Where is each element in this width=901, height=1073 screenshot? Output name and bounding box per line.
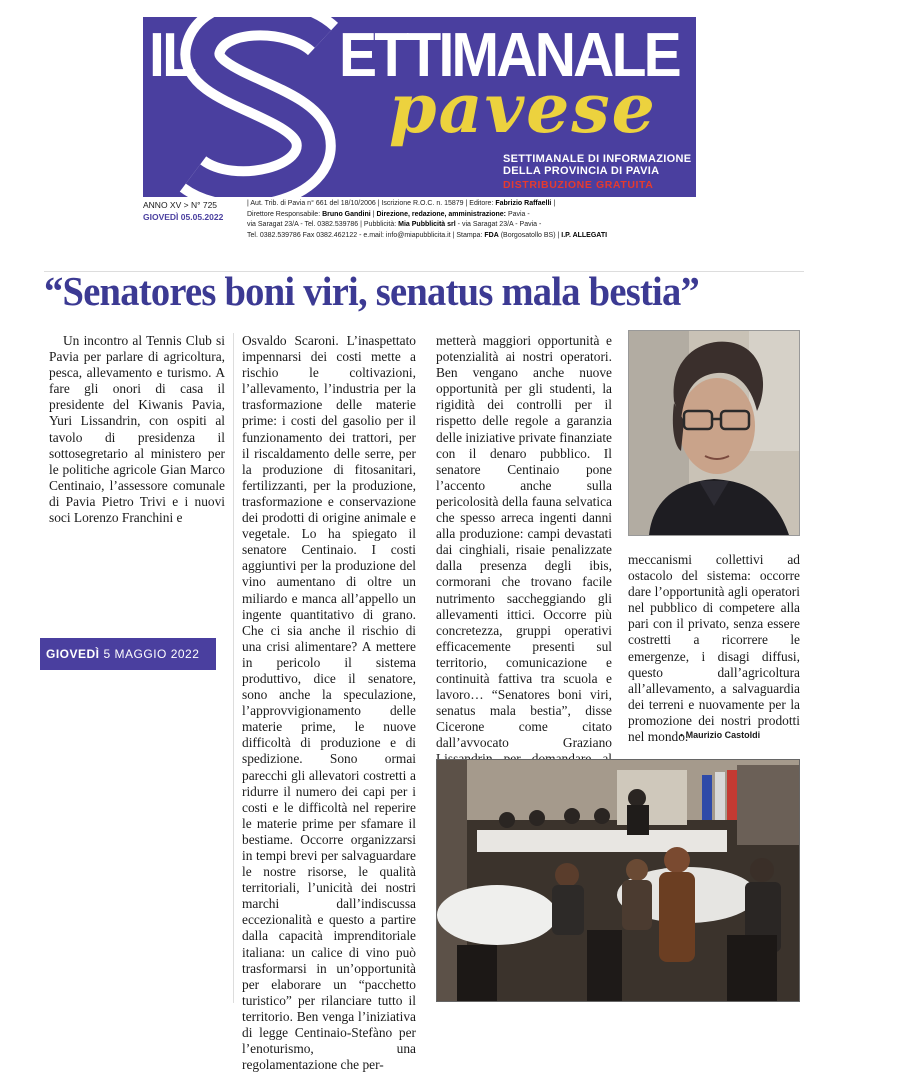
article-paragraph: metterà maggiori opportunità e potenzialità ai nostri operatori. Ben vengano anche nuove opportunità per gli studenti, la rigidità dei controlli per il rispetto delle regole a garanzia delle iniziative private finanziate con il denaro pubblico. Il senatore Centinaio pone l’accento anche sulla pericolosità della fauna selvatica che spesso arreca ingenti danni alla produzione: campi devastati dai cinghiali, risaie penalizzate dalla presenza degli ibis, cormorani che trovano facile nutrimento saccheggiando gli allevamenti ittici. Occorre più concretezza, gruppi operativi efficacemente presenti sul territorio, comunicazione e continuità fattiva tra scuola e lavoro… “Senatores boni viri, senatus mala bestia”, disse Cicerone come citato dall’avvocato Graziano (436, 333, 612, 751)
masthead-pavese: pavese (389, 69, 657, 149)
article-paragraph: Un incontro al Tennis Club si Pavia per parlare di agricoltura, pesca, allevamento e turismo. A fare gli onori di casa il presidente del Kiwanis Pavia, Yuri Lissandrin, con ospiti al tavolo di presidenza il sottosegretario al ministero per le politiche agricole Gian Marco Centinaio, l’assessore comunale di Pavia Pietro Trivi e i nuovi soci Lorenzo Franchini e (49, 333, 225, 526)
event-photo (436, 759, 800, 1002)
imprint (247, 199, 697, 241)
imprint-advertiser: Mia Pubblicità srl (398, 221, 456, 228)
article-author: • Maurizio Castoldi (680, 730, 761, 740)
masthead (143, 17, 696, 197)
imprint-publisher: Fabrizio Raffaelli (495, 200, 552, 207)
imprint-attachments: I.P. ALLEGATI (561, 231, 608, 239)
article-column-4 (628, 552, 800, 745)
imprint-director: Bruno Gandini (322, 210, 371, 218)
imprint-line-2 (247, 210, 697, 221)
imprint-line-1 (247, 199, 697, 210)
event-image (437, 760, 799, 1001)
article-headline: “Senatores boni viri, senatus mala bestia” (44, 268, 700, 314)
logo-s-mark (173, 17, 353, 197)
imprint-line-3 (247, 220, 697, 231)
article-column-2 (242, 333, 416, 1073)
date-strip-day: GIOVEDÌ (46, 647, 100, 661)
article-column-1 (49, 333, 225, 526)
imprint-text: (Borgosatollo BS) | (500, 231, 560, 239)
date-strip-date: 5 MAGGIO 2022 (103, 647, 200, 661)
imprint-printer: FDA (484, 231, 499, 239)
issue-number: ANNO XV > N° 725 (143, 200, 218, 210)
date-strip (40, 638, 216, 670)
imprint-text: Pavia - (507, 210, 530, 218)
portrait-photo (628, 330, 800, 536)
issue-date: GIOVEDÌ 05.05.2022 (143, 212, 224, 222)
imprint-text: via Saragat 23/A - Tel. 0382.539786 | Pubblicità: (247, 221, 397, 228)
imprint-text: | Aut. Trib. di Pavia n° 661 del 18/10/2006 | Iscrizione R.O.C. n. 15879 | Editore: (247, 200, 494, 207)
masthead-subtitle-2: DELLA PROVINCIA DI PAVIA (503, 165, 660, 177)
masthead-settimanale: ETTIMANALE (339, 21, 679, 90)
article-paragraph: Osvaldo Scaroni. L’inaspettato impennarsi dei costi mette a rischio le coltivazioni, l’allevamento, l’industria per la trasformazione delle materie prime: i costi del gasolio per il funzionamento dei trattori, per il riscaldamento delle serre, per la produzione di fitosanitari, fertilizzanti, per la produzione, trasformazione e conservazione dei prodotti di origine animale e vegetale. Lo ha spiegato il senatore Centinaio. I costi aggiuntivi per la produzione del vino aumentano di oltre un miliardo e manca all’appello un ingente quantitativo di grano. Che ci sia anche il rischio di una crisi alimentare? A mettere in pericolo il sistema produttivo, dice il senatore, sono anche la speculazione, l’approvvigionamento delle materie prime, le nuove difficoltà di produzione e di spedizione. Sono ormai parecchi gli allevatori costretti a ridurre il numero dei capi per i costi e le difficoltà nel reperire le materie prime per sfamare il bestiame. Occorre organizzarsi in tempi brevi per salvaguardare le nostre risorse, le qualità territoriali, l’unicità dei nostri marchi dall’indiscussa eccezionalità e questo a partire dalla capacità imprenditoriale italiana: un calice di vino può trasformarsi in un’opportunità per elaborare un “pacchetto turistico” per rilanciare tutto il territorio. Ben venga l’iniziativa di legge Centinaio-Stefàno per l’enoturismo, una regolamentazione che per- (242, 333, 416, 1073)
column-divider (233, 333, 234, 1003)
masthead-subtitle-1: SETTIMANALE DI INFORMAZIONE (503, 153, 692, 165)
article-column-3 (436, 333, 612, 800)
imprint-text: Tel. 0382.539786 Fax 0382.462122 - e.mail: info@miapubblicita.it | Stampa: (247, 231, 483, 239)
portrait-image (629, 331, 799, 535)
imprint-line-4 (247, 231, 697, 242)
masthead-distribution: DISTRIBUZIONE GRATUITA (503, 179, 654, 191)
imprint-label: Direzione, redazione, amministrazione: (376, 210, 506, 218)
imprint-text: - via Saragat 23/A - Pavia - (457, 221, 542, 228)
imprint-text: Direttore Responsabile: (247, 210, 321, 218)
imprint-text: | (553, 200, 556, 207)
article-paragraph: meccanismi collettivi ad ostacolo del sistema: occorre dare l’opportunità agli operatori nel pubblico di competere alla pari con il privato, senza essere costretti a ricorrere le emergenze, i disagi diffusi, questo dall’agricoltura all’allevamento, a salvaguardia dei terreni e nuovamente per la promozione dei nostri prodotti nel mondo. (628, 552, 800, 745)
imprint-text: | (372, 210, 375, 218)
issue-info (143, 199, 245, 223)
masthead-il: IL (149, 21, 195, 90)
